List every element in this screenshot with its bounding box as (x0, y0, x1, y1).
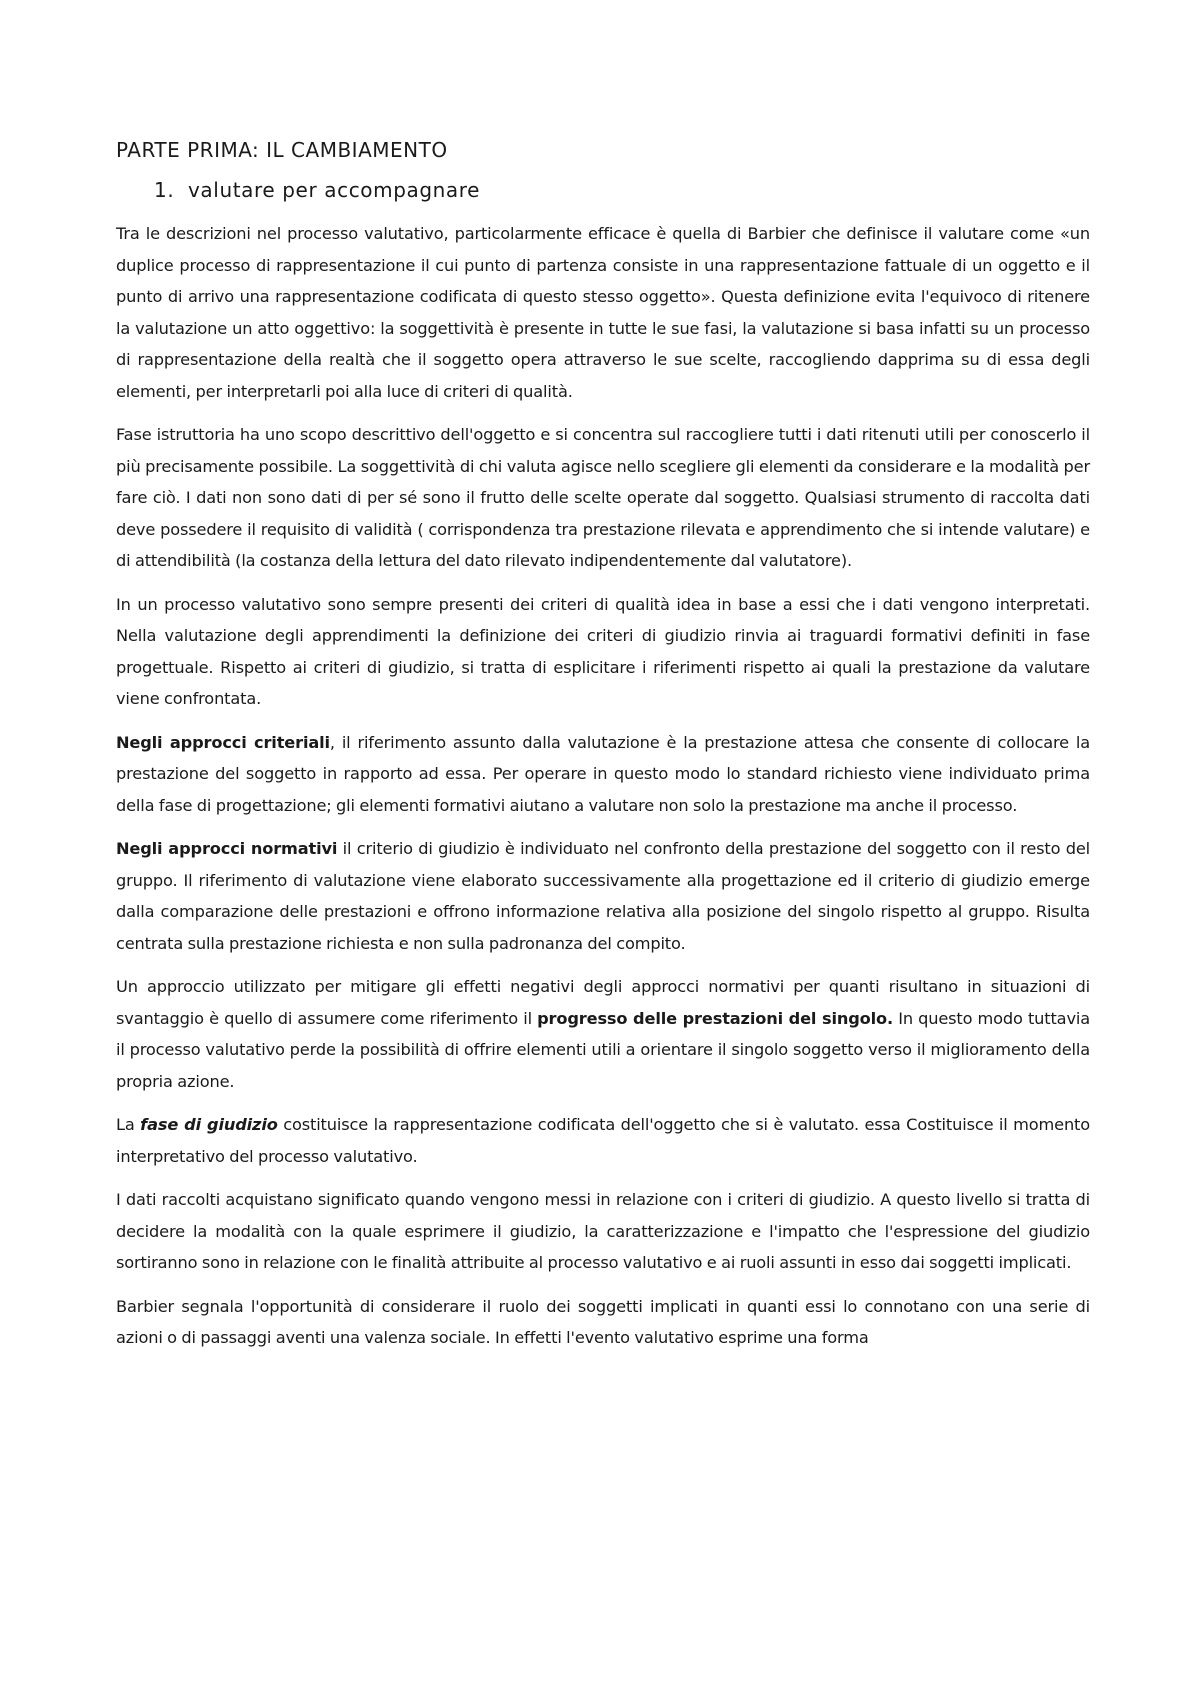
paragraph-barbier-ruolo: Barbier segnala l'opportunità di considerare il ruolo dei soggetti implicati in quanti essi lo connotano con una serie di azioni o di passaggi aventi una valenza sociale. In effetti l'evento valutativo esprime una forma (116, 1296, 1090, 1347)
part-title: PARTE PRIMA: IL CAMBIAMENTO (116, 138, 448, 162)
paragraph-text: costituisce la rappresentazione codificata dell'oggetto che si è valutato. essa Costituisce il momento interpretativo del processo valutativo. (116, 1115, 1091, 1166)
paragraph-text: Un approccio utilizzato per mitigare gli effetti negativi degli approcci normativi per quanti risultano in situazioni di svantaggio è quello di assumere come riferimento il (116, 977, 1090, 1028)
paragraph-dati-raccolti: I dati raccolti acquistano significato quando vengono messi in relazione con i criteri di giudizio. A questo livello si tratta di decidere la modalità con la quale esprimere il giudizio, la caratterizzazione e l'impatto che l'espressione del giudizio sortiranno sono in relazione con le finalità attribuite al processo valutativo e ai ruoli assunti in esso dai soggetti implicati. (116, 1190, 1090, 1272)
paragraph-text: il criterio di giudizio è individuato nel confronto della prestazione del soggetto con il resto del gruppo. Il riferimento di valutazione viene elaborato successivamente alla progettazione ed il criterio di giudizio emerge dalla comparazione delle prestazioni e offrono informazione relativa alla posizione del singolo rispetto al gruppo. Risulta centrata sulla prestazione richiesta e non sulla padronanza del compito. (116, 839, 1090, 953)
paragraph-approcci-normativi (116, 833, 1090, 959)
term-approcci-normativi: Negli approcci normativi (116, 839, 338, 858)
term-fase-giudizio: fase di giudizio (140, 1115, 278, 1134)
paragraph-fase-istruttoria: Fase istruttoria ha uno scopo descrittivo dell'oggetto e si concentra sul raccogliere tutti i dati ritenuti utili per conoscerlo il più precisamente possibile. La soggettività di chi valuta agisce nello scegliere gli elementi da considerare e la modalità per fare ciò. I dati non sono dati di per sé sono il frutto delle scelte operate dal soggetto. Qualsiasi strumento di raccolta dati deve possedere il requisito di validità ( corrispondenza tra prestazione rilevata e apprendimento che si intende valutare) e di attendibilità (la costanza della lettura del dato rilevato indipendentemente dal valutatore). (116, 425, 1090, 570)
section-title: valutare per accompagnare (188, 178, 481, 202)
paragraph-text: In questo modo tuttavia il processo valutativo perde la possibilità di offrire elementi utili a orientare il singolo soggetto verso il miglioramento della propria azione. (116, 1008, 1090, 1091)
paragraph-criteri-qualita: In un processo valutativo sono sempre presenti dei criteri di qualità idea in base a essi che i dati vengono interpretati. Nella valutazione degli apprendimenti la definizione dei criteri di giudizio rinvia ai traguardi formativi definiti in fase progettuale. Rispetto ai criteri di giudizio, si tratta di esplicitare i riferimenti rispetto ai quali la prestazione da valutare viene confrontata. (116, 594, 1090, 708)
paragraph-approcci-criteriali (116, 727, 1090, 822)
paragraph-text: , il riferimento assunto dalla valutazione è la prestazione attesa che consente di collocare la prestazione del soggetto in rapporto ad essa. Per operare in questo modo lo standard richiesto viene individuato prima della fase di progettazione; gli elementi formativi aiutano a valutare non solo la prestazione ma anche il processo. (116, 732, 1090, 815)
paragraph-progresso-singolo (116, 971, 1090, 1097)
term-approcci-criteriali: Negli approcci criteriali (116, 732, 330, 752)
section-heading (116, 178, 1090, 202)
term-progresso-prestazioni: progresso delle prestazioni del singolo. (537, 1008, 894, 1028)
paragraph-text: La (116, 1115, 141, 1134)
document-page (116, 138, 1090, 1366)
section-number: 1. (154, 178, 175, 202)
paragraph-fase-giudizio (116, 1109, 1090, 1172)
paragraph-barbier-definition: Tra le descrizioni nel processo valutativo, particolarmente efficace è quella di Barbier che definisce il valutare come «un duplice processo di rappresentazione il cui punto di partenza consiste in una rappresentazione fattuale di un oggetto e il punto di arrivo una rappresentazione codificata di questo stesso oggetto». Questa definizione evita l'equivoco di ritenere la valutazione un atto oggettivo: la soggettività è presente in tutte le sue fasi, la valutazione si basa infatti su un processo di rappresentazione della realtà che il soggetto opera attraverso le sue scelte, raccogliendo dapprima su di essa degli elementi, per interpretarli poi alla luce di criteri di qualità. (116, 224, 1090, 401)
